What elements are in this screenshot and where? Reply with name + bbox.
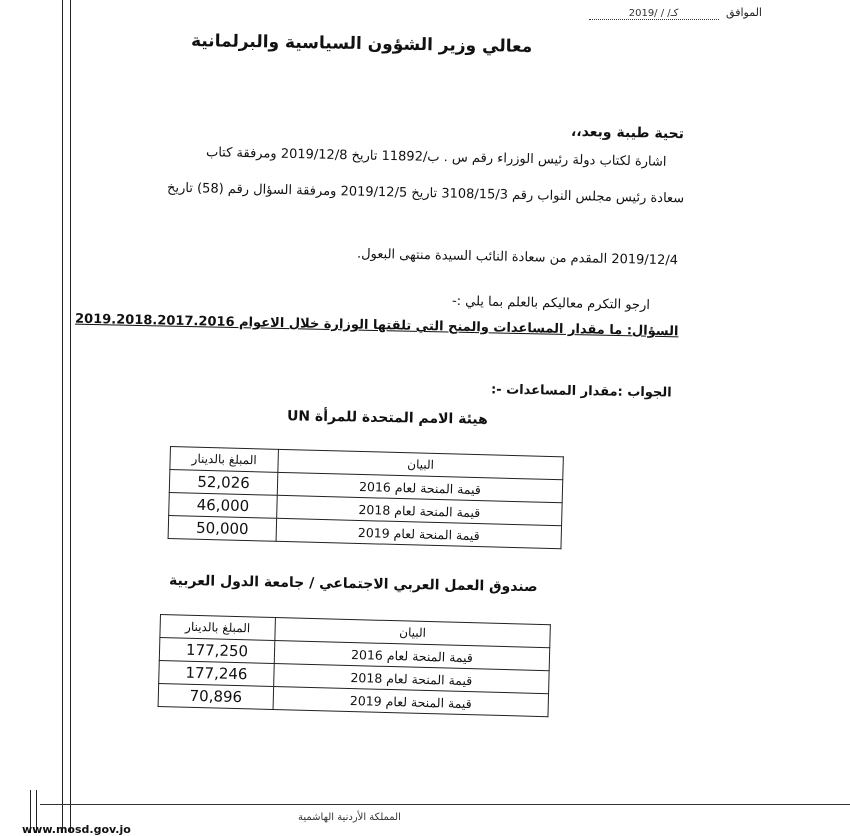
table-1-title: هيئة الامم المتحدة للمرأة UN	[287, 408, 489, 428]
footer-website-link[interactable]: www.mosd.gov.jo	[22, 823, 131, 836]
row-description: قيمة المنحة لعام 2016	[277, 472, 563, 502]
footer-organization: المملكة الأردنية الهاشمية	[298, 812, 401, 823]
paragraph-2: سعادة رئيس مجلس النواب رقم 3108/15/3 تاريخ 2019/12/5 ومرفقة السؤال رقم (58) تاريخ	[166, 180, 685, 207]
row-amount: 177,250	[159, 638, 275, 664]
question-text: السؤال: ما مقدار المساعدات والمنح التي تلقتها الوزارة خلال الاعوام 2019.2018.2017.2016	[74, 311, 679, 340]
grants-table-un-women	[168, 446, 564, 549]
row-description: قيمة المنحة لعام 2016	[274, 641, 550, 671]
letter-recipient-title: معالي وزير الشؤون السياسية والبرلمانية	[190, 31, 533, 57]
header-description: البيان	[278, 449, 564, 479]
header-amount: المبلغ بالدينار	[160, 615, 276, 641]
row-amount: 46,000	[169, 492, 278, 518]
paragraph-1: اشارة لكتاب دولة رئيس الوزراء رقم س . ب/11892 تاريخ 2019/12/8 ومرفقة كتاب	[206, 145, 668, 170]
date-prefix: الموافق	[726, 6, 762, 19]
row-amount: 177,246	[159, 660, 275, 686]
answer-text: الجواب :مقدار المساعدات -:	[491, 382, 673, 401]
paragraph-3: 2019/12/4 المقدم من سعادة النائب السيدة منتهى البعول.	[356, 246, 679, 269]
date-line	[585, 6, 762, 20]
date-value: 2019/ / /كـ	[589, 8, 719, 20]
left-margin-line	[62, 0, 63, 833]
row-description: قيمة المنحة لعام 2018	[277, 495, 563, 525]
greeting: تحية طيبة وبعد،،	[570, 123, 685, 143]
row-description: قيمة المنحة لعام 2018	[274, 664, 550, 694]
header-amount: المبلغ بالدينار	[170, 447, 279, 473]
row-amount: 52,026	[169, 470, 278, 496]
header-description: البيان	[275, 618, 551, 648]
grants-table-arab-league	[158, 614, 551, 717]
row-description: قيمة المنحة لعام 2019	[273, 686, 549, 716]
row-amount: 50,000	[168, 515, 277, 541]
footer-rule	[40, 804, 850, 805]
left-margin-line-inner	[70, 0, 71, 833]
paragraph-4: ارجو التكرم معاليكم بالعلم بما يلي :-	[451, 293, 651, 314]
row-description: قيمة المنحة لعام 2019	[276, 518, 562, 548]
table-2-title: صندوق العمل العربي الاجتماعي / جامعة الدول العربية	[169, 572, 539, 596]
row-amount: 70,896	[158, 683, 274, 709]
